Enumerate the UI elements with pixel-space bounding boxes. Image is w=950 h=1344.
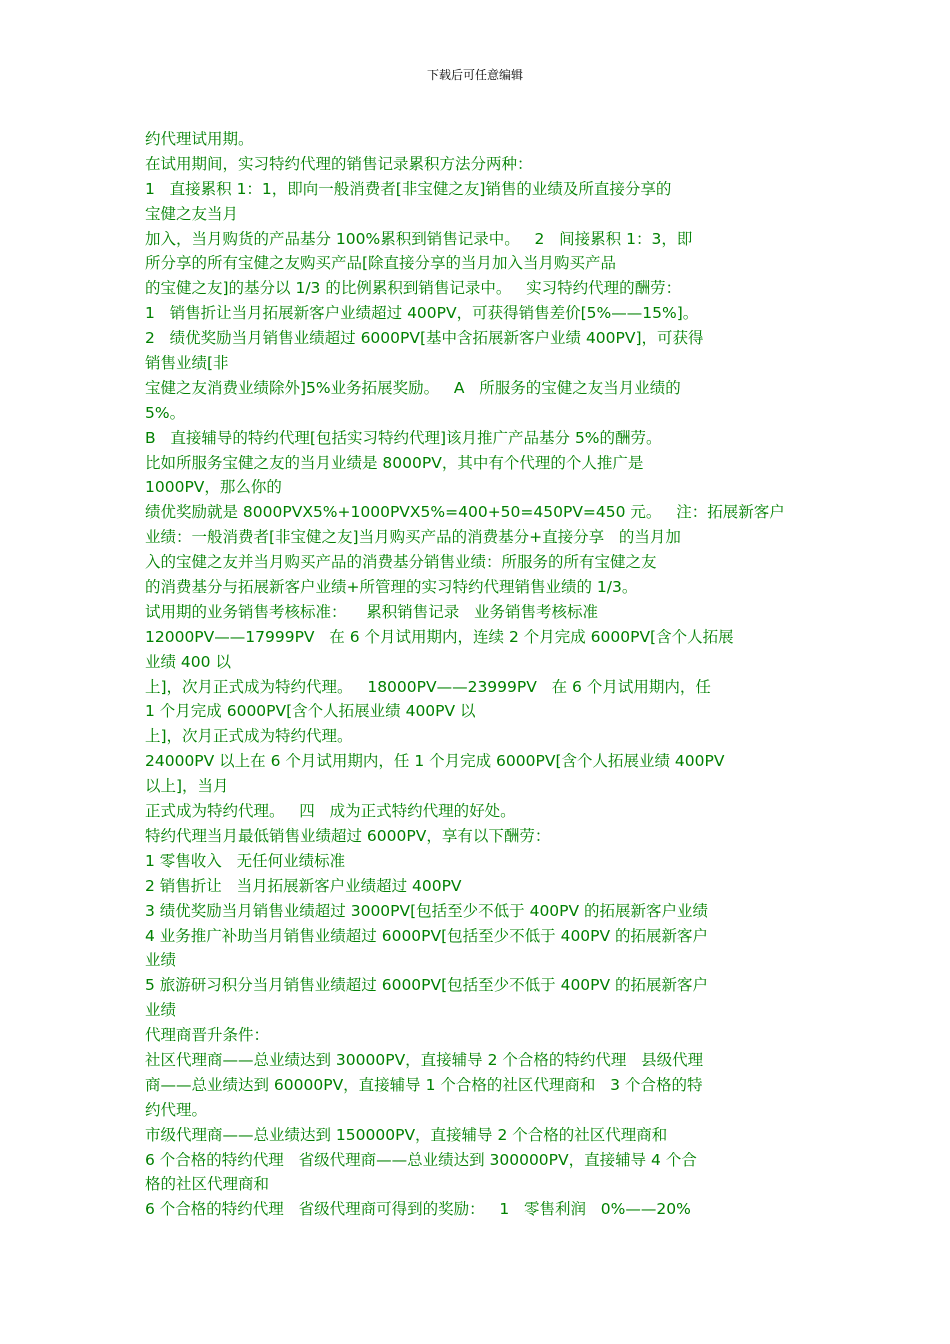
text-line: 社区代理商——总业绩达到 30000PV，直接辅导 2 个合格的特约代理 县级代理 bbox=[145, 1050, 704, 1069]
text-line: 12000PV——17999PV 在 6 个月试用期内，连续 2 个月完成 6000PV[含个人拓展 bbox=[145, 627, 734, 646]
text-line: 业绩 bbox=[145, 951, 177, 970]
text-line: 代理商晋升条件： bbox=[145, 1026, 270, 1045]
text-line: 1 销售折让当月拓展新客户业绩超过 400PV，可获得销售差价[5%——15%]。 bbox=[145, 304, 699, 323]
text-line: 以上]，当月 bbox=[145, 777, 229, 796]
text-line: 绩优奖励就是 8000PVX5%+1000PVX5%=400+50=450PV=450 元。 注：拓展新客户 bbox=[145, 503, 785, 522]
text-line: 1 直接累积 1：1，即向一般消费者[非宝健之友]销售的业绩及所直接分享的 bbox=[145, 179, 672, 198]
text-line: 比如所服务宝健之友的当月业绩是 8000PV，其中有个代理的个人推广是 bbox=[145, 453, 644, 472]
text-line: 5%。 bbox=[145, 403, 186, 422]
text-line: 业绩 bbox=[145, 1001, 177, 1020]
text-line: 上]，次月正式成为特约代理。 18000PV——23999PV 在 6 个月试用期内，任 bbox=[145, 677, 711, 696]
text-line: 2 绩优奖励当月销售业绩超过 6000PV[基中含拓展新客户业绩 400PV]，可获得 bbox=[145, 329, 704, 348]
text-line: 6 个合格的特约代理 省级代理商可得到的奖励： 1 零售利润 0%——20% bbox=[145, 1200, 691, 1219]
text-line: B 直接辅导的特约代理[包括实习特约代理]该月推广产品基分 5%的酬劳。 bbox=[145, 428, 662, 447]
text-line: 5 旅游研习积分当月销售业绩超过 6000PV[包括至少不低于 400PV 的拓展新客户 bbox=[145, 976, 709, 995]
text-line: 约代理。 bbox=[145, 1100, 208, 1119]
text-line: 特约代理当月最低销售业绩超过 6000PV，享有以下酬劳： bbox=[145, 826, 551, 845]
text-line: 入的宝健之友并当月购买产品的消费基分销售业绩：所服务的所有宝健之友 bbox=[145, 553, 657, 572]
text-line: 销售业绩[非 bbox=[145, 354, 229, 373]
text-line: 的宝健之友]的基分以 1/3 的比例累积到销售记录中。 实习特约代理的酬劳： bbox=[145, 279, 682, 298]
text-line: 加入，当月购货的产品基分 100%累积到销售记录中。 2 间接累积 1：3，即 bbox=[145, 229, 693, 248]
text-line: 正式成为特约代理。 四 成为正式特约代理的好处。 bbox=[145, 802, 516, 821]
text-line: 市级代理商——总业绩达到 150000PV，直接辅导 2 个合格的社区代理商和 bbox=[145, 1125, 668, 1144]
text-line: 1 个月完成 6000PV[含个人拓展业绩 400PV 以 bbox=[145, 702, 476, 721]
text-line: 1 零售收入 无任何业绩标准 bbox=[145, 851, 346, 870]
text-line: 约代理试用期。 bbox=[145, 130, 254, 148]
text-line: 试用期的业务销售考核标准： 累积销售记录 业务销售考核标准 bbox=[145, 602, 598, 621]
text-line: 上]，次月正式成为特约代理。 bbox=[145, 727, 353, 746]
text-line: 业绩 400 以 bbox=[145, 652, 231, 671]
text-line: 2 销售折让 当月拓展新客户业绩超过 400PV bbox=[145, 876, 462, 895]
text-line: 在试用期间，实习特约代理的销售记录累积方法分两种： bbox=[145, 154, 533, 173]
text-line: 24000PV 以上在 6 个月试用期内，任 1 个月完成 6000PV[含个人拓展业绩 400PV bbox=[145, 752, 725, 771]
text-line: 6 个合格的特约代理 省级代理商——总业绩达到 300000PV，直接辅导 4 个合 bbox=[145, 1150, 697, 1169]
text-line: 1000PV，那么你的 bbox=[145, 478, 282, 497]
text-line: 宝健之友消费业绩除外]5%业务拓展奖励。 A 所服务的宝健之友当月业绩的 bbox=[145, 378, 681, 397]
text-line: 的消费基分与拓展新客户业绩+所管理的实习特约代理销售业绩的 1/3。 bbox=[145, 578, 638, 597]
text-line: 业绩：一般消费者[非宝健之友]当月购买产品的消费基分+直接分享 的当月加 bbox=[145, 528, 681, 547]
text-line: 格的社区代理商和 bbox=[145, 1175, 270, 1194]
document-body bbox=[145, 127, 810, 1222]
text-line: 宝健之友当月 bbox=[145, 204, 239, 223]
page-header: 下载后可任意编辑 bbox=[426, 68, 523, 82]
text-line: 4 业务推广补助当月销售业绩超过 6000PV[包括至少不低于 400PV 的拓展新客户 bbox=[145, 926, 709, 945]
text-line: 3 绩优奖励当月销售业绩超过 3000PV[包括至少不低于 400PV 的拓展新客户业绩 bbox=[145, 901, 709, 920]
text-line: 商——总业绩达到 60000PV，直接辅导 1 个合格的社区代理商和 3 个合格的特 bbox=[145, 1075, 703, 1094]
text-line: 所分享的所有宝健之友购买产品[除直接分享的当月加入当月购买产品 bbox=[145, 254, 617, 273]
